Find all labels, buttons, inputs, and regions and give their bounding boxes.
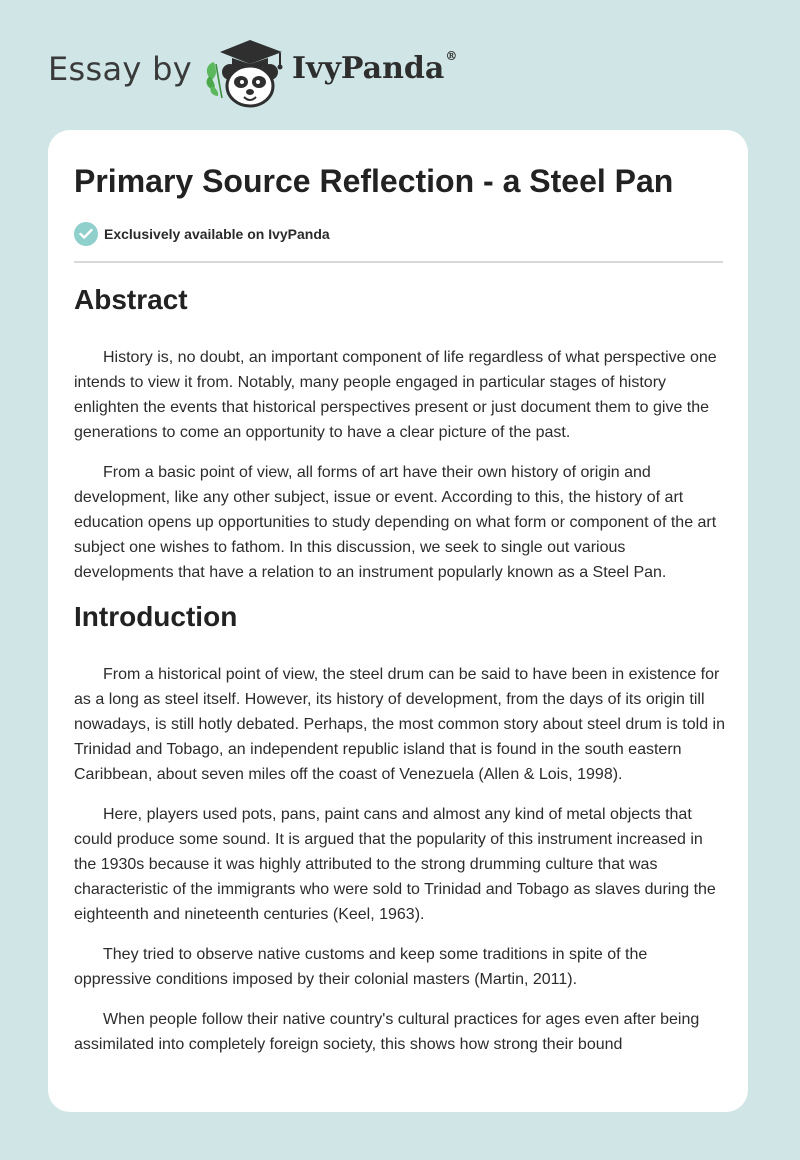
paragraph: When people follow their native country's cultural practices for ages even after being assimilated into completely foreign society, this shows how strong their bound	[74, 1011, 700, 1053]
essay-card	[48, 130, 748, 1112]
paragraph: From a historical point of view, the steel drum can be said to have been in existence for as a long as steel itself. However, its history of development, from the days of its origin till nowadays, is still hotly debated. Perhaps, the most common story about steel drum is told in Trinidad and Tobago, an independent republic island that is found in the south eastern Caribbean, about seven miles off the coast of Venezuela (Allen & Lois, 1998).	[74, 666, 725, 783]
brand-text: IvyPanda	[292, 51, 445, 86]
paragraph: They tried to observe native customs and keep some traditions in spite of the oppressive conditions imposed by their colonial masters (Martin, 2011).	[74, 946, 648, 988]
brand-name[interactable]	[292, 51, 457, 86]
divider	[74, 261, 723, 263]
paragraph: Here, players used pots, pans, paint cans and almost any kind of metal objects that could produce some sound. It is argued that the popularity of this instrument increased in the 1930s because it was highly attributed to the strong drumming culture that was characteristic of the immigrants who were sold to Trinidad and Tobago as slaves during the eighteenth and nineteenth centuries (Keel, 1963).	[74, 806, 716, 923]
panda-logo-icon[interactable]	[200, 34, 292, 110]
exclusive-label: Exclusively available on IvyPanda	[104, 226, 330, 242]
page-title: Primary Source Reflection - a Steel Pan	[74, 163, 674, 199]
check-icon	[74, 222, 98, 246]
essay-by-label: Essay by	[48, 50, 192, 88]
section-heading-abstract: Abstract	[74, 284, 188, 315]
essay-content	[74, 283, 726, 1057]
registered-mark: ®	[445, 49, 458, 63]
site-header	[0, 0, 800, 130]
paragraph: From a basic point of view, all forms of art have their own history of origin and development, like any other subject, issue or event. According to this, the history of art education opens up opportunities to study depending on what form or component of the art subject one wishes to fathom. In this discussion, we seek to single out various developments that have a relation to an instrument popularly known as a Steel Pan.	[74, 464, 717, 581]
paragraph: History is, no doubt, an important component of life regardless of what perspective one intends to view it from. Notably, many people engaged in particular stages of history enlighten the events that historical perspectives present or just document them to give the generations to come an opportunity to have a clear picture of the past.	[74, 349, 717, 441]
leaf-icon	[207, 62, 222, 98]
exclusive-badge	[74, 222, 330, 246]
section-heading-introduction: Introduction	[74, 601, 238, 632]
